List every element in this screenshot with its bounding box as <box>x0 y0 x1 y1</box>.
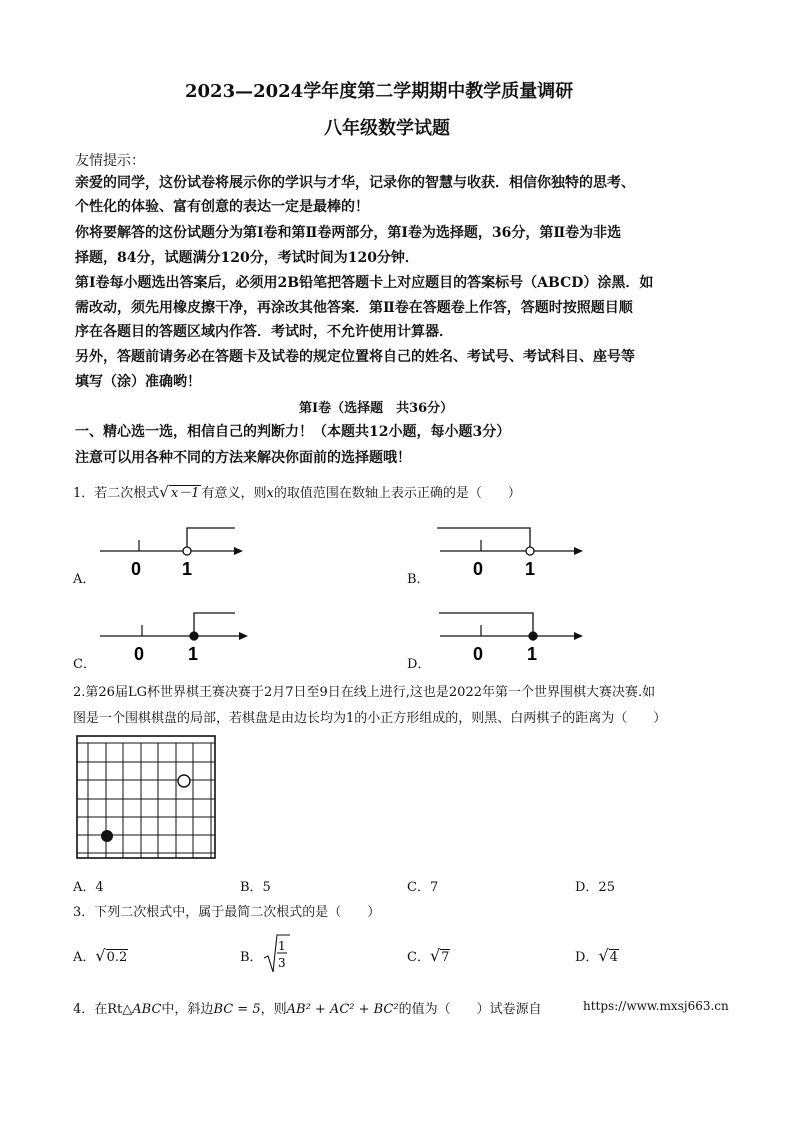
exam-subtitle: 八年级数学试题 <box>324 118 450 139</box>
tips-line: 另外，答题前请务必在答题卡及试卷的规定位置将自己的姓名、考试号、考试科目、座号等 <box>75 349 635 365</box>
axis-arrow <box>574 547 583 555</box>
label-zero: 0 <box>134 644 145 664</box>
question-4 <box>73 998 542 1017</box>
range-bracket <box>437 528 530 551</box>
black-stone <box>101 830 113 842</box>
section-title: 第Ⅰ卷（选择题 共36分） <box>299 401 454 416</box>
q4-mid: 中，斜边 <box>161 1002 214 1017</box>
label-one: 1 <box>182 559 193 579</box>
label-one: 1 <box>525 559 536 579</box>
sqrt-sign: √ <box>429 946 441 965</box>
q1-option-a-label: A． <box>73 572 96 587</box>
tips-line: 亲爱的同学，这份试卷将展示你的学识与才华，记录你的智慧与收获．相信你独特的思考、 <box>75 175 635 191</box>
q3-option-d-label: D． <box>575 950 599 965</box>
label-zero: 0 <box>473 644 484 664</box>
range-bracket <box>439 613 533 636</box>
tips-line: 个性化的体验、富有创意的表达一定是最棒的！ <box>75 199 369 215</box>
question-3: 3．下列二次根式中，属于最简二次根式的是（ ） <box>73 905 381 920</box>
part-note: 注意可以用各种不同的方法来解决你面前的选择题哦！ <box>75 450 411 466</box>
q2-option-c: C．7 <box>407 880 439 895</box>
q3-option-b-math <box>262 932 292 976</box>
q4-hypotenuse: BC = 5 <box>213 1002 261 1017</box>
q2-option-d: D．25 <box>575 880 615 895</box>
q1-option-c-label: C． <box>73 657 96 672</box>
q4-prefix: 4．在Rt△ <box>73 1002 133 1017</box>
tips-line: 需改动，须先用橡皮擦干净，再涂改其他答案．第Ⅱ卷在答题卷上作答，答题时按照题目顺 <box>75 300 633 316</box>
go-board <box>74 733 219 863</box>
white-stone <box>178 775 190 787</box>
sqrt-sign: √ <box>95 946 106 965</box>
label-one: 1 <box>188 644 199 664</box>
range-bracket <box>187 528 235 551</box>
q1-var: x <box>266 486 274 501</box>
q4-expression: AB² + AC² + BC² <box>286 1002 399 1017</box>
q4-suffix: 的值为（ ）试卷源自 <box>398 1002 542 1017</box>
number-line-b <box>435 520 595 580</box>
number-line-d <box>435 605 595 665</box>
closed-point <box>529 632 537 640</box>
open-point <box>183 547 191 555</box>
q3-option-c-label: C． <box>407 950 430 965</box>
tips-line: 第Ⅰ卷每小题选出答案后，必须用2B铅笔把答题卡上对应题目的答案标号（ABCD）涂黑．如 <box>75 275 654 291</box>
label-one: 1 <box>527 644 538 664</box>
q1-middle: 有意义，则 <box>201 486 267 501</box>
part-heading: 一、精心选一选，相信自己的判断力！（本题共12小题，每小题3分） <box>75 424 511 440</box>
number-line-a <box>95 520 255 580</box>
q3-radicand-d: 4 <box>609 950 618 965</box>
board-frame <box>77 736 215 858</box>
question-1 <box>73 482 521 501</box>
axis-arrow <box>239 632 248 640</box>
exam-title: 2023—2024学年度第二学期期中教学质量调研 <box>185 81 574 102</box>
tips-line: 你将要解答的这份试题分为第Ⅰ卷和第Ⅱ卷两部分，第Ⅰ卷为选择题，36分，第Ⅱ卷为非选 <box>75 225 622 241</box>
q3-option-c <box>407 946 450 965</box>
closed-point <box>190 632 198 640</box>
tips-heading: 友情提示： <box>75 153 145 169</box>
q1-prefix: 1．若二次根式 <box>73 486 160 501</box>
q3-radicand-c: 7 <box>441 950 450 965</box>
fraction-denominator: 3 <box>278 956 286 970</box>
label-zero: 0 <box>131 559 142 579</box>
q2-option-a: A．4 <box>73 880 104 895</box>
q1-option-b-label: B． <box>407 572 430 587</box>
label-zero: 0 <box>473 559 484 579</box>
tips-line: 序在各题目的答题区域内作答．考试时，不允许使用计算器． <box>75 324 453 340</box>
tips-line: 填写（涂）准确哟！ <box>75 374 201 390</box>
q1-suffix: 的取值范围在数轴上表示正确的是（ ） <box>273 486 521 501</box>
q1-sqrt: √ x－1 <box>159 483 200 501</box>
q4-comma: ，则 <box>260 1002 287 1017</box>
axis-arrow <box>234 547 243 555</box>
q2-option-b: B．5 <box>240 880 271 895</box>
q1-radicand: x－1 <box>170 486 200 501</box>
fraction-numerator: 1 <box>278 939 286 953</box>
open-point <box>526 547 534 555</box>
q3-option-b-label: B． <box>240 950 263 965</box>
question-2-line-1: 2.第26届LG杯世界棋王赛决赛于2月7日至9日在线上进行,这也是2022年第一个世界围棋大赛决赛.如 <box>73 685 656 700</box>
source-url: https://www.mxsj663.cn <box>583 999 729 1013</box>
axis-arrow <box>574 632 583 640</box>
question-2-line-2: 图是一个围棋棋盘的局部，若棋盘是由边长均为1的小正方形组成的，则黑、白两棋子的距离为（ ） <box>73 711 667 726</box>
sqrt-sign: √ <box>598 946 609 965</box>
q4-triangle: ABC <box>132 1002 162 1017</box>
q3-radicand-a: 0.2 <box>106 950 128 965</box>
q3-option-a <box>73 946 128 965</box>
q1-option-d-label: D． <box>407 657 431 672</box>
q3-option-d <box>575 946 619 965</box>
range-bracket <box>194 613 235 636</box>
tips-line: 择题，84分，试题满分120分，考试时间为120分钟． <box>75 250 419 266</box>
number-line-c <box>95 605 255 665</box>
q3-option-a-label: A． <box>73 950 96 965</box>
